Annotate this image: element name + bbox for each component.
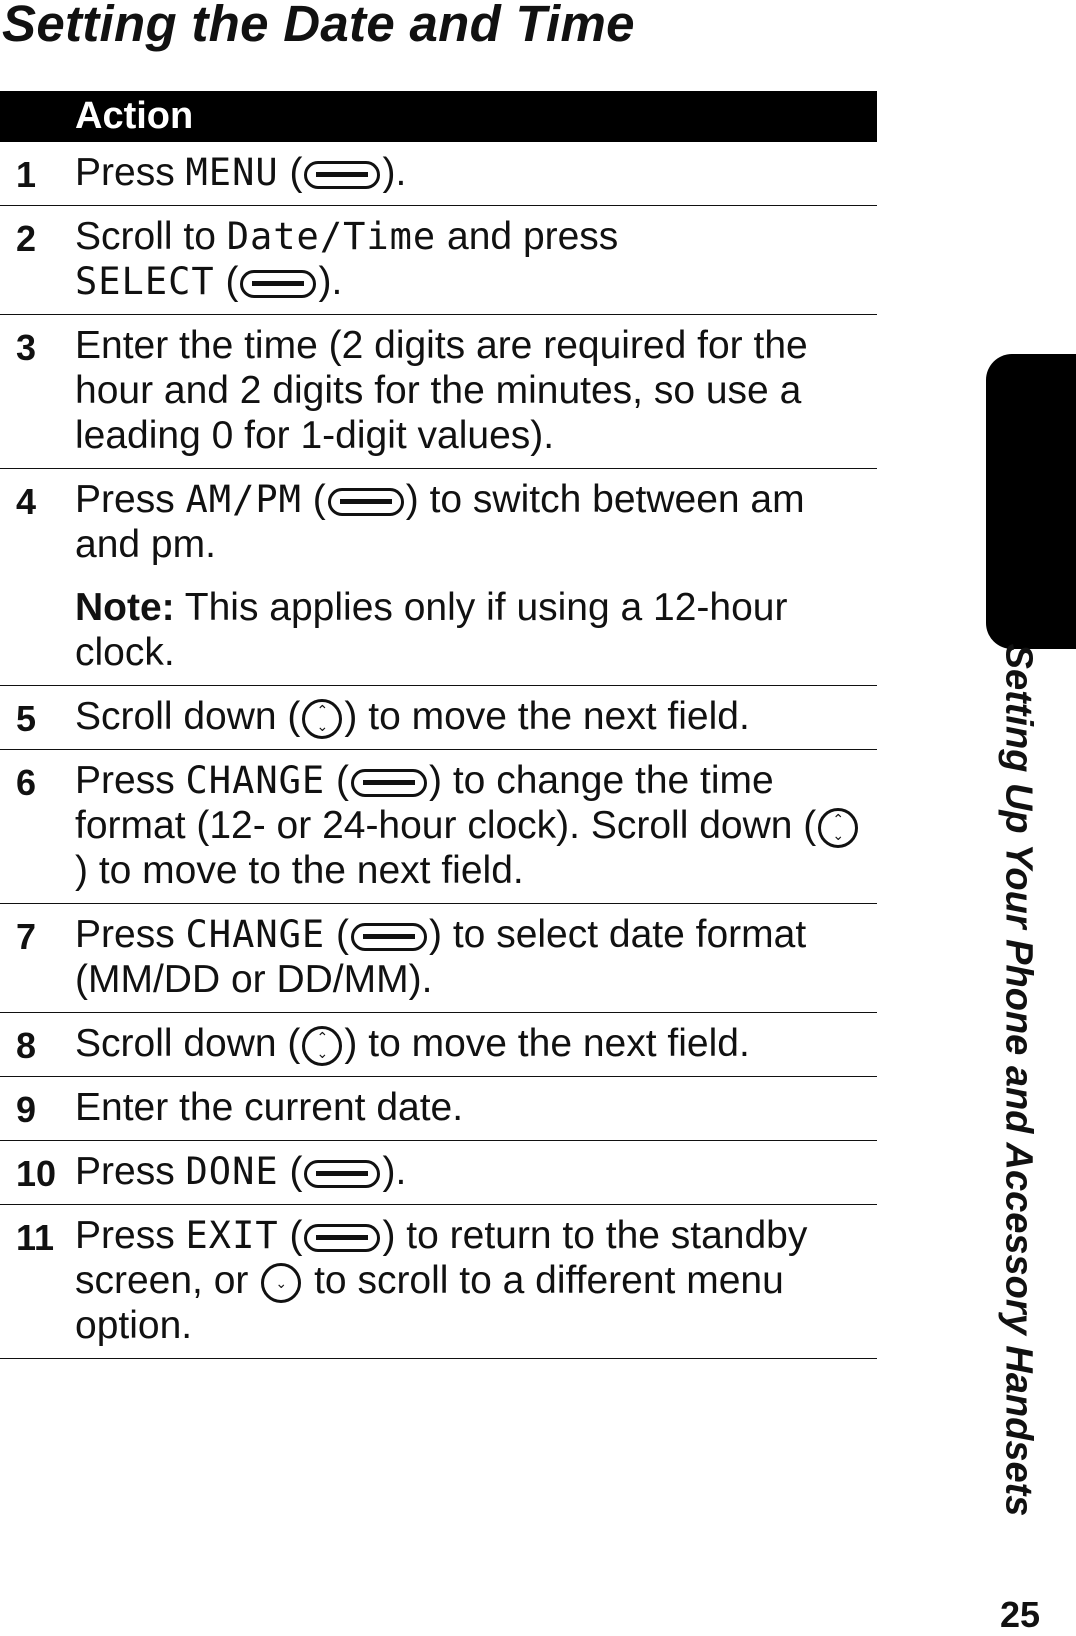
- note-text: This applies only if using a 12-hour clock.: [75, 586, 788, 674]
- step-row-9: [0, 1077, 877, 1141]
- softkey-button-icon: [351, 769, 427, 797]
- step-number: 10: [16, 1153, 57, 1194]
- softkey-button-icon: [240, 270, 316, 298]
- scroll-navigation-icon: [302, 1026, 342, 1066]
- action-column-header: Action: [75, 95, 194, 137]
- step-number: 8: [16, 1025, 37, 1066]
- date-time-menu-label: Date/Time: [226, 215, 437, 258]
- softkey-button-icon: [328, 488, 404, 516]
- page-number: 25: [1000, 1594, 1041, 1635]
- step-row-3: [0, 315, 877, 469]
- step-row-11: 11 Press EXIT ( ) to return to the standby screen, or ⌄ to scroll to a different menu option.: [0, 1205, 877, 1359]
- step-row-6: 6 Press CHANGE ( ) to change the time format (12- or 24-hour clock). Scroll down (⌃ ⌄) to move to the next field.: [0, 750, 877, 904]
- step-row-2: 2 Scroll to Date/Time and press SELECT ( ).: [0, 206, 877, 315]
- chapter-side-label: Setting Up Your Phone and Accessory Handsets: [997, 643, 1040, 1517]
- step-number: 9: [16, 1089, 37, 1130]
- note: [75, 585, 867, 675]
- softkey-button-icon: [304, 1160, 380, 1188]
- step-row-10: 10 Press DONE ( ).: [0, 1141, 877, 1205]
- softkey-button-icon: [304, 161, 380, 189]
- step-row-8: 8 Scroll down (⌃ ⌄ ) to move the next field.: [0, 1013, 877, 1077]
- action-table: [0, 91, 877, 1359]
- step-text: Enter the time (2 digits are required for the hour and 2 digits for the minutes, so use a leading 0 for 1-digit values).: [75, 324, 808, 457]
- scroll-down-icon: [261, 1263, 301, 1303]
- chapter-tab: [986, 354, 1076, 649]
- select-softkey-label: SELECT: [75, 260, 215, 303]
- step-row-7: 7 Press CHANGE ( ) to select date format (MM/DD or DD/MM).: [0, 904, 877, 1013]
- step-number: 5: [16, 698, 37, 739]
- step-number: 7: [16, 916, 37, 957]
- scroll-navigation-icon: [302, 699, 342, 739]
- step-number: 6: [16, 762, 37, 803]
- softkey-button-icon: [304, 1224, 380, 1252]
- step-number: 2: [16, 218, 37, 259]
- step-number: 11: [16, 1217, 55, 1258]
- done-softkey-label: DONE: [185, 1150, 279, 1193]
- note-label: Note:: [75, 586, 175, 629]
- menu-softkey-label: MENU: [185, 151, 279, 194]
- step-row-1: 1 Press MENU ( ).: [0, 142, 877, 206]
- scroll-navigation-icon: [818, 808, 858, 848]
- am-pm-softkey-label: AM/PM: [185, 478, 302, 521]
- softkey-button-icon: [351, 923, 427, 951]
- step-number: 4: [16, 481, 37, 522]
- change-softkey-label: CHANGE: [185, 759, 326, 802]
- step-text: Enter the current date.: [75, 1086, 464, 1129]
- step-number: 3: [16, 327, 37, 368]
- step-number: 1: [16, 154, 37, 195]
- page-title: Setting the Date and Time: [2, 0, 635, 52]
- table-header: [0, 91, 877, 142]
- exit-softkey-label: EXIT: [185, 1214, 279, 1257]
- change-softkey-label: CHANGE: [185, 913, 326, 956]
- step-row-4: 4 Press AM/PM ( ) to switch between am and pm. Note: This applies only if using a 12-hour clock.: [0, 469, 877, 686]
- step-row-5: 5 Scroll down (⌃ ⌄ ) to move the next field.: [0, 686, 877, 750]
